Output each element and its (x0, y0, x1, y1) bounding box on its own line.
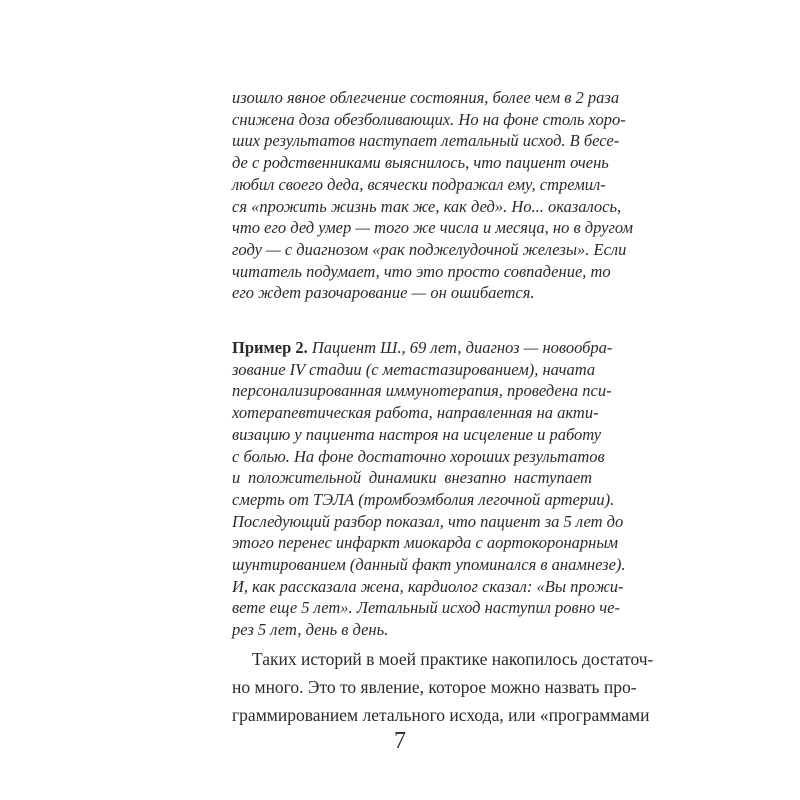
page-number: 7 (394, 728, 406, 754)
paragraph-example-2 (232, 337, 626, 641)
paragraph-line: ших результатов наступает летальный исход. В бесе- (232, 131, 620, 151)
paragraph-line: смерть от ТЭЛА (тромбоэмболия легочной артерии). (232, 489, 615, 509)
paragraph-line: этого перенес инфаркт миокарда с аортокоронарным (232, 533, 619, 553)
paragraph-line: его ждет разочарование — он ошибается. (232, 283, 535, 303)
paragraph-line: де с родственниками выяснилось, что пациент очень (232, 153, 609, 173)
paragraph-line: но много. Это то явление, которое можно назвать про- (232, 677, 637, 697)
example-label: Пример 2. (232, 338, 308, 357)
paragraph-line: визацию у пациента настроя на исцеление и работу (232, 424, 602, 444)
paragraph-line: шунтированием (данный факт упоминался в анамнезе). (232, 555, 626, 575)
paragraph-line: Таких историй в моей практике накопилось достаточ- (252, 649, 654, 669)
paragraph-line: с болью. На фоне достаточно хороших результатов (232, 446, 605, 466)
paragraph-line: и положительной динамики внезапно наступает (232, 468, 592, 488)
paragraph-1 (232, 87, 634, 304)
paragraph-line: снижена доза обезболивающих. Но на фоне столь хоро- (232, 109, 626, 129)
paragraph-line: персонализированная иммунотерапия, проведена пси- (232, 381, 612, 401)
paragraph-line: граммированием летального исхода, или «программами (232, 705, 650, 725)
paragraph-line: хотерапевтическая работа, направленная на акти- (232, 403, 599, 423)
paragraph-3 (232, 645, 654, 729)
paragraph-line: вете еще 5 лет». Летальный исход наступил ровно че- (232, 598, 620, 618)
paragraph-line: любил своего деда, всячески подражал ему, стремил- (232, 174, 606, 194)
paragraph-line: Последующий разбор показал, что пациент за 5 лет до (232, 511, 624, 531)
paragraph-line: что его дед умер — того же числа и месяца, но в другом (232, 218, 634, 238)
paragraph-line: рез 5 лет, день в день. (232, 620, 389, 640)
paragraph-line (232, 337, 613, 359)
paragraph-text: Пациент Ш., 69 лет, диагноз — новообра- (307, 338, 613, 357)
paragraph-line: изошло явное облегчение состояния, более чем в 2 раза (232, 88, 620, 107)
paragraph-line: читатель подумает, что это просто совпадение, то (232, 261, 611, 281)
paragraph-line: зование IV стадии (с метастазированием), начата (232, 359, 596, 379)
paragraph-line: И, как рассказала жена, кардиолог сказал: «Вы прожи- (232, 576, 624, 596)
paragraph-line: году — с диагнозом «рак поджелудочной железы». Если (232, 239, 627, 259)
paragraph-line: ся «прожить жизнь так же, как дед». Но... оказалось, (232, 196, 622, 216)
